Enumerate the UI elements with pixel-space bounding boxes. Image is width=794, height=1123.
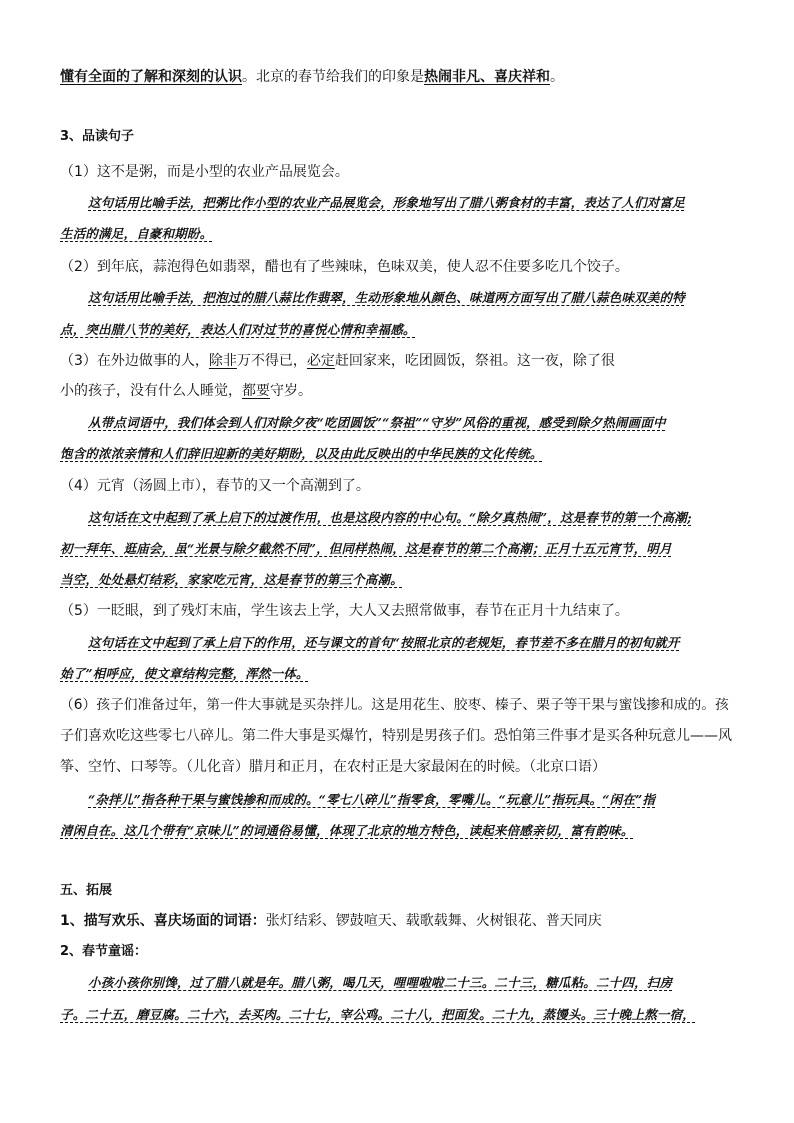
question-3-line-2 <box>60 382 312 400</box>
question-2: （2）到年底，蒜泡得色如翡翠，醋也有了些辣味，色味双美，使人忍不住要多吃几个饺子。 <box>60 259 629 275</box>
intro-end: 。 <box>550 69 564 85</box>
section-title-5: 五、拓展 <box>60 883 113 898</box>
dotted-word-biding: 必定 <box>306 353 335 369</box>
answer-6-line-2: 清闲自在。这几个带有“京味儿”的词通俗易懂，体现了北京的地方特色，读起来倍感亲切，富有韵味。 <box>60 823 634 838</box>
question-3-text: 守岁。 <box>270 383 312 399</box>
answer-2-line-2: 点，突出腊八节的美好，表达人们对过节的喜悦心情和幸福感。 <box>60 322 416 337</box>
rhyme-line-1: 小孩小孩你别馋，过了腊八就是年。腊八粥，喝几天，哩哩啦啦二十三。二十三，糖瓜粘。二十四，扫房 <box>88 975 673 990</box>
question-1: （1）这不是粥，而是小型的农业产品展览会。 <box>60 164 349 180</box>
question-3-text: 赶回家来，吃团圆饭，祭祖。这一夜，除了很 <box>334 353 615 369</box>
question-6-line-3: 筝、空竹、口琴等。（儿化音）腊月和正月，在农村正是大家最闲在的时候。（北京口语） <box>60 759 606 775</box>
answer-4-line-1: 这句话在文中起到了承上启下的过渡作用，也是这段内容的中心句。“除夕真热闹”，这是春节的第一个高潮; <box>88 510 692 525</box>
dotted-word-douyao: 都要 <box>242 383 270 399</box>
answer-1-line-1: 这句话用比喻手法，把粥比作小型的农业产品展览会，形象地写出了腊八粥食材的丰富，表达了人们对富足 <box>88 195 685 210</box>
intro-line <box>60 68 564 86</box>
answer-3-line-2: 饱含的浓浓亲情和人们辞旧迎新的美好期盼，以及由此反映出的中华民族的文化传统。 <box>60 446 543 461</box>
answer-5-line-1: 这句话在文中起到了承上启下的作用，还与课文的首句“按照北京的老规矩，春节差不多在腊月的初旬就开 <box>88 635 680 650</box>
intro-impression: 热闹非凡、喜庆祥和 <box>424 69 550 85</box>
rhyme-line-2: 子。二十五，磨豆腐。二十六，去买肉。二十七，宰公鸡。二十八，把面发。二十九，蒸馒头。三十晚上熬一宿， <box>60 1007 696 1022</box>
intro-underlined-text: 懂有全面的了解和深刻的认识 <box>60 69 242 85</box>
extension-item-1-text: 张灯结彩、锣鼓喧天、载歌载舞、火树银花、普天同庆 <box>265 913 602 929</box>
answer-2-line-1: 这句话用比喻手法，把泡过的腊八蒜比作翡翠，生动形象地从颜色、味道两方面写出了腊八蒜色味双美的特 <box>88 290 685 305</box>
section-title-3: 3、品读句子 <box>60 129 135 144</box>
question-6-line-2: 子们喜欢吃这些零七八碎儿。第二件大事是买爆竹，特别是男孩子们。恐怕第三件事才是买各种玩意儿——风 <box>60 728 732 744</box>
question-3-text: 小的孩子，没有什么人睡觉， <box>60 383 242 399</box>
extension-item-1-label: 1、描写欢乐、喜庆场面的词语： <box>60 913 266 929</box>
intro-text: 。北京的春节给我们的印象是 <box>242 69 424 85</box>
answer-3-line-1: 从带点词语中，我们体会到人们对除夕夜“吃团圆饭”“祭祖”“守岁”风俗的重视，感受到除夕热闹画面中 <box>88 415 666 430</box>
answer-1-line-2: 生活的满足，自豪和期盼。 <box>60 226 213 241</box>
answer-4-line-2: 初一拜年、逛庙会，虽“光景与除夕截然不同”，但同样热闹，这是春节的第二个高潮；正月十五元宵节，明月 <box>60 541 672 556</box>
question-3-text: 万不得已， <box>236 353 307 369</box>
extension-item-1 <box>60 912 602 930</box>
dotted-word-chufei: 除非 <box>208 353 237 369</box>
question-3-text: （3）在外边做事的人， <box>60 353 209 369</box>
answer-4-line-3: 当空，处处悬灯结彩，家家吃元宵，这是春节的第三个高潮。 <box>60 572 403 587</box>
question-5: （5）一眨眼，到了残灯末庙，学生该去上学，大人又去照常做事，春节在正月十九结束了。 <box>60 603 629 619</box>
question-3-line-1 <box>60 352 615 370</box>
question-4: （4）元宵（汤圆上市），春节的又一个高潮到了。 <box>60 478 370 494</box>
answer-5-line-2: 始了”相呼应，使文章结构完整，浑然一体。 <box>60 666 309 681</box>
question-6-line-1: （6）孩子们准备过年，第一件大事就是买杂拌儿。这是用花生、胶枣、榛子、栗子等干果与蜜饯掺和成的。孩 <box>60 697 729 713</box>
answer-6-line-1: “杂拌儿”指各种干果与蜜饯掺和而成的。“零七八碎儿”指零食，零嘴儿。“玩意儿”指玩具。“闲在”指 <box>88 792 656 807</box>
extension-item-2-label: 2、春节童谣： <box>60 944 148 959</box>
